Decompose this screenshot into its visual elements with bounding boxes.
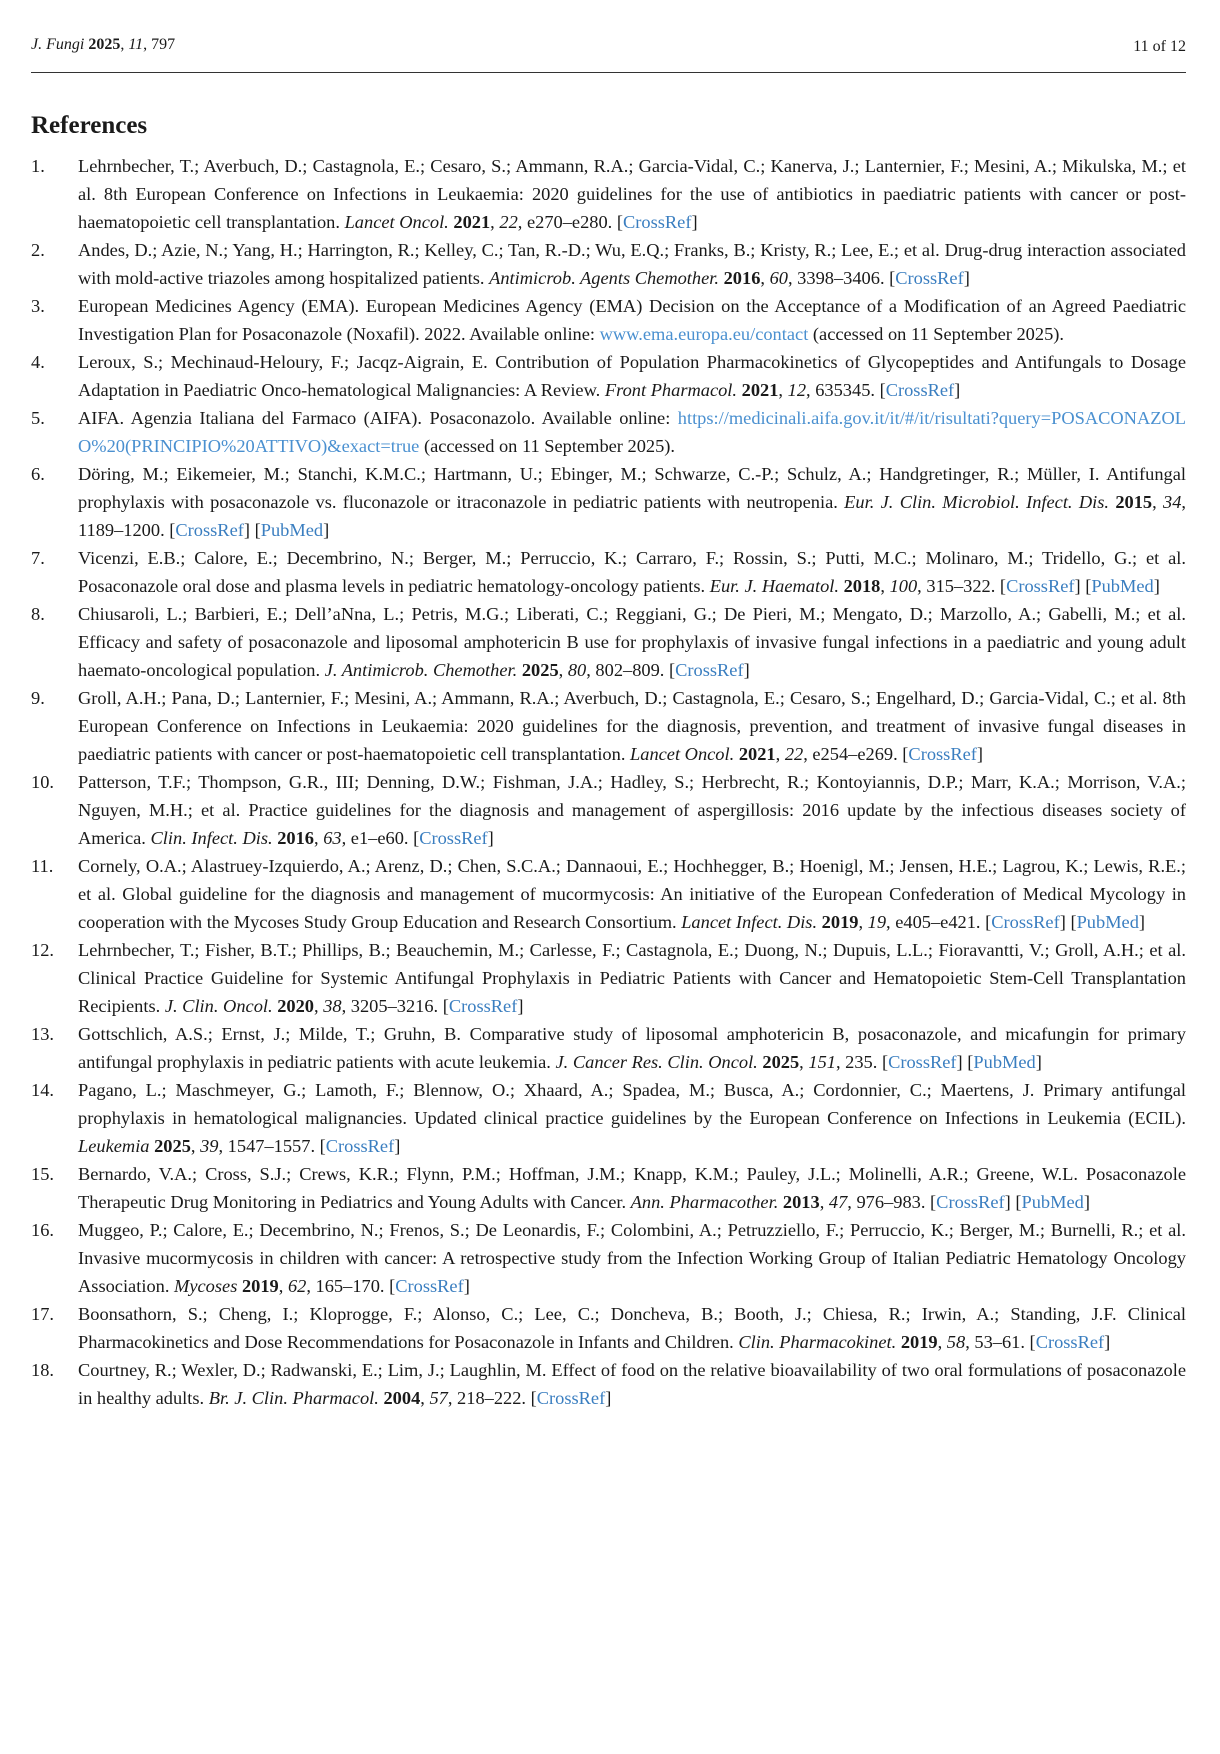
reference-text: ] xyxy=(1035,1052,1042,1072)
journal-name: 80 xyxy=(567,660,587,680)
crossref-link[interactable]: CrossRef xyxy=(622,212,692,232)
reference-text: , xyxy=(1152,492,1164,512)
reference-text: (accessed on 11 September 2025). xyxy=(808,324,1064,344)
reference-text: ] xyxy=(691,212,698,232)
crossref-link[interactable]: CrossRef xyxy=(419,828,488,848)
reference-item xyxy=(31,600,1186,684)
reference-text: ] [ xyxy=(956,1052,974,1072)
journal-name: J. Cancer Res. Clin. Oncol. xyxy=(555,1052,758,1072)
reference-number: 11. xyxy=(31,856,54,876)
journal-name: J. Antimicrob. Chemother. xyxy=(324,660,518,680)
journal-name: Lancet Oncol. xyxy=(344,212,449,232)
pubmed-link[interactable]: PubMed xyxy=(1091,576,1154,596)
pubmed-link[interactable]: PubMed xyxy=(1076,912,1139,932)
reference-text: ] xyxy=(487,828,494,848)
reference-text: ] xyxy=(963,268,970,288)
journal-volume: 11 xyxy=(128,36,144,53)
reference-text: Gottschlich, A.S.; Ernst, J.; Milde, T.; Gruhn, B. Comparative study of liposomal amphotericin B, posaconazole, and micafungin for primary antifungal prophylaxis in pediatric patients with acute leukemia. xyxy=(78,1024,1186,1072)
reference-text: , 1189–1200. [ xyxy=(78,492,1187,540)
reference-text: , e270–e280. [ xyxy=(517,212,623,232)
publication-year: 2020 xyxy=(277,996,314,1016)
reference-number: 14. xyxy=(31,1080,54,1100)
reference-text: , e1–e60. [ xyxy=(341,828,420,848)
reference-text: ] xyxy=(976,744,983,764)
publication-year: 2019 xyxy=(821,912,859,932)
reference-text: Vicenzi, E.B.; Calore, E.; Decembrino, N.; Berger, M.; Perruccio, K.; Carraro, F.; Rossin, S.; Putti, M.C.; Molinaro, M.; Tridello, G.; et al. Posaconazole oral dose and plasma levels in pediatric hematology-oncology patients. xyxy=(78,548,1186,596)
reference-item xyxy=(31,936,1186,1020)
publication-year: 2019 xyxy=(241,1276,279,1296)
page-header xyxy=(31,32,1186,73)
publication-year: 2025 xyxy=(762,1052,800,1072)
journal-name: Leukemia xyxy=(78,1136,150,1156)
reference-item xyxy=(31,544,1186,600)
journal-year: 2025 xyxy=(88,36,121,53)
crossref-link[interactable]: CrossRef xyxy=(895,268,964,288)
reference-text: , 315–322. [ xyxy=(917,576,1007,596)
reference-text: , xyxy=(314,996,324,1016)
article-number: 797 xyxy=(151,36,176,53)
page-number: 11 of 12 xyxy=(1133,38,1186,55)
journal-name: 22 xyxy=(499,212,518,232)
reference-text: , xyxy=(760,268,770,288)
reference-text: , 976–983. [ xyxy=(847,1192,937,1212)
publication-year: 2013 xyxy=(782,1192,820,1212)
reference-text: Pagano, L.; Maschmeyer, G.; Lamoth, F.; Blennow, O.; Xhaard, A.; Spadea, M.; Busca, A.; Cordonnier, C.; Maertens, J. Primary antifungal prophylaxis in hematological malignancies. Updated clinical practice guidelines by the European Conference on Infections in Leukemia (ECIL). xyxy=(78,1080,1186,1128)
reference-item xyxy=(31,1356,1186,1412)
publication-year: 2018 xyxy=(843,576,881,596)
journal-name: 39 xyxy=(200,1136,219,1156)
reference-text: , xyxy=(937,1332,947,1352)
reference-item xyxy=(31,292,1186,348)
journal-name: Lancet Oncol. xyxy=(630,744,735,764)
crossref-link[interactable]: CrossRef xyxy=(991,912,1060,932)
journal-name: Front Pharmacol. xyxy=(604,380,738,400)
reference-item xyxy=(31,348,1186,404)
reference-number: 17. xyxy=(31,1304,54,1324)
journal-name: 47 xyxy=(828,1192,848,1212)
separator: , xyxy=(143,36,152,53)
journal-name: 22 xyxy=(784,744,804,764)
crossref-link[interactable]: CrossRef xyxy=(675,660,744,680)
journal-name: 100 xyxy=(889,576,918,596)
pubmed-link[interactable]: PubMed xyxy=(1021,1192,1084,1212)
reference-text: ] xyxy=(1138,912,1146,932)
reference-text: ] xyxy=(517,996,524,1016)
crossref-link[interactable]: CrossRef xyxy=(1006,576,1075,596)
reference-text: Bernardo, V.A.; Cross, S.J.; Crews, K.R.; Flynn, P.M.; Hoffman, J.M.; Knapp, K.M.; Pauley, J.L.; Molinelli, A.R.; Greene, W.L. Posaconazole Therapeutic Drug Monitoring in Pediatrics and Young Adults with Cancer. xyxy=(78,1164,1186,1212)
reference-item xyxy=(31,852,1186,936)
crossref-link[interactable]: CrossRef xyxy=(1035,1332,1105,1352)
reference-number: 1. xyxy=(31,156,45,176)
reference-item xyxy=(31,1160,1186,1216)
reference-item xyxy=(31,152,1186,236)
journal-name: Clin. Pharmacokinet. xyxy=(738,1332,897,1352)
reference-text: Leroux, S.; Mechinaud-Heloury, F.; Jacqz-Aigrain, E. Contribution of Population Pharmacokinetics of Glycopeptides and Antifungals to Dosage Adaptation in Paediatric Onco-hematological Malignancies: A Review. xyxy=(78,352,1186,400)
pubmed-link[interactable]: PubMed xyxy=(260,520,324,540)
reference-number: 13. xyxy=(31,1024,54,1044)
reference-text: , xyxy=(558,660,568,680)
reference-text: , 1547–1557. [ xyxy=(218,1136,326,1156)
reference-text: ] xyxy=(394,1136,401,1156)
separator: , xyxy=(120,36,129,53)
reference-text: Cornely, O.A.; Alastruey-Izquierdo, A.; Arenz, D.; Chen, S.C.A.; Dannaoui, E.; Hochhegger, B.; Hoenigl, M.; Jensen, H.E.; Lagrou, K.; Lewis, R.E.; et al. Global guideline for the diagnosis and management of mucormycosis: An initiative of the European Confederation of Medical Mycology in cooperation with the Mycoses Study Group Education and Research Consortium. xyxy=(78,856,1186,932)
reference-text: ] xyxy=(463,1276,470,1296)
reference-text: ] xyxy=(954,380,961,400)
reference-number: 8. xyxy=(31,604,45,624)
publication-year: 2021 xyxy=(738,744,776,764)
reference-text: Groll, A.H.; Pana, D.; Lanternier, F.; Mesini, A.; Ammann, R.A.; Averbuch, D.; Castagnola, E.; Cesaro, S.; Engelhard, D.; Garcia-Vidal, C.; et al. 8th European Conference on Infections in Leukaemia: 2020 guidelines for the diagnosis, prevention, and treatment of invasive fungal diseases in paediatric patients with cancer or post-haematopoietic cell transplantation. xyxy=(78,688,1186,764)
crossref-link[interactable]: CrossRef xyxy=(888,1052,957,1072)
reference-text: , xyxy=(278,1276,288,1296)
journal-name: Ann. Pharmacother. xyxy=(630,1192,779,1212)
reference-text: , xyxy=(490,212,500,232)
reference-number: 9. xyxy=(31,688,45,708)
reference-text: ] xyxy=(323,520,330,540)
reference-text: Boonsathorn, S.; Cheng, I.; Kloprogge, F.; Alonso, C.; Lee, C.; Doncheva, B.; Booth, J.; Chiesa, R.; Irwin, A.; Standing, J.F. Clinical Pharmacokinetics and Dose Recommendations for Posaconazole in Infants and Children. xyxy=(78,1304,1186,1352)
reference-item xyxy=(31,1020,1186,1076)
reference-item xyxy=(31,1300,1186,1356)
reference-text: Andes, D.; Azie, N.; Yang, H.; Harrington, R.; Kelley, C.; Tan, R.-D.; Wu, E.Q.; Franks, B.; Kristy, R.; Lee, E.; et al. Drug-drug interaction associated with mold-active triazoles among hospitalized patients. xyxy=(78,240,1186,288)
journal-name: 62 xyxy=(287,1276,307,1296)
publication-year: 2021 xyxy=(453,212,491,232)
reference-text: , xyxy=(799,1052,809,1072)
reference-item xyxy=(31,404,1186,460)
reference-text: , e254–e269. [ xyxy=(803,744,909,764)
journal-name: 38 xyxy=(323,996,342,1016)
reference-text: Chiusaroli, L.; Barbieri, E.; Dell’aNna, L.; Petris, M.G.; Liberati, C.; Reggiani, G.; De Pieri, M.; Mengato, D.; Marzollo, A.; Gabelli, M.; et al. Efficacy and safety of posaconazole and liposomal amphotericin B use for prophylaxis of invasive fungal infections in a paediatric and young adult haemato-oncological population. xyxy=(78,604,1186,680)
crossref-link[interactable]: CrossRef xyxy=(175,520,244,540)
journal-name: Br. J. Clin. Pharmacol. xyxy=(208,1388,379,1408)
reference-text: , 53–61. [ xyxy=(965,1332,1036,1352)
reference-item xyxy=(31,236,1186,292)
journal-name: Eur. J. Clin. Microbiol. Infect. Dis. xyxy=(844,492,1109,512)
reference-text: , 802–809. [ xyxy=(586,660,676,680)
reference-list xyxy=(31,152,1186,1412)
crossref-link[interactable]: CrossRef xyxy=(936,1192,1005,1212)
reference-text: ] xyxy=(605,1388,612,1408)
reference-text: , 635345. [ xyxy=(806,380,886,400)
reference-text: ] [ xyxy=(1074,576,1092,596)
url-link[interactable]: https://medicinali.aifa.gov.it/it/#/it/risultati?query=POSACONAZOLO%20(PRINCIPIO%20ATTIVO)&exact=true xyxy=(78,408,1186,456)
journal-name: 151 xyxy=(808,1052,836,1072)
journal-name: 34 xyxy=(1163,492,1182,512)
journal-name: 63 xyxy=(323,828,342,848)
crossref-link[interactable]: CrossRef xyxy=(536,1388,606,1408)
reference-number: 3. xyxy=(31,296,45,316)
reference-number: 2. xyxy=(31,240,45,260)
reference-text: Muggeo, P.; Calore, E.; Decembrino, N.; Frenos, S.; De Leonardis, F.; Colombini, A.; Petruzziello, F.; Perruccio, K.; Berger, M.; Burnelli, R.; et al. Invasive mucormycosis in children with cancer: A retrospective study from the Infection Working Group of Italian Pediatric Hematology Oncology Association. xyxy=(78,1220,1186,1296)
reference-number: 7. xyxy=(31,548,45,568)
publication-year: 2015 xyxy=(1115,492,1153,512)
reference-text: , xyxy=(858,912,868,932)
publication-year: 2025 xyxy=(521,660,559,680)
reference-text: (accessed on 11 September 2025). xyxy=(419,436,676,456)
reference-text: Patterson, T.F.; Thompson, G.R., III; Denning, D.W.; Fishman, J.A.; Hadley, S.; Herbrecht, R.; Kontoyiannis, D.P.; Marr, K.A.; Morrison, V.A.; Nguyen, M.H.; et al. Practice guidelines for the diagnosis and management of aspergillosis: 2016 update by the infectious diseases society of America. xyxy=(78,772,1186,848)
journal-citation xyxy=(31,36,175,54)
reference-number: 18. xyxy=(31,1360,54,1380)
reference-text: , xyxy=(190,1136,201,1156)
reference-item xyxy=(31,1216,1186,1300)
journal-name: Eur. J. Haematol. xyxy=(709,576,839,596)
journal-name: Clin. Infect. Dis. xyxy=(150,828,273,848)
pubmed-link[interactable]: PubMed xyxy=(973,1052,1036,1072)
reference-text: ] xyxy=(1083,1192,1090,1212)
journal-name: Antimicrob. Agents Chemother. xyxy=(489,268,719,288)
publication-year: 2019 xyxy=(900,1332,938,1352)
publication-year: 2004 xyxy=(383,1388,421,1408)
reference-item xyxy=(31,1076,1186,1160)
reference-number: 6. xyxy=(31,464,45,484)
reference-text: , 235. [ xyxy=(835,1052,889,1072)
publication-year: 2016 xyxy=(277,828,314,848)
reference-text: ] xyxy=(1104,1332,1111,1352)
reference-text: European Medicines Agency (EMA). European Medicines Agency (EMA) Decision on the Acceptance of a Modification of an Agreed Paediatric Investigation Plan for Posaconazole (Noxafil). 2022. Available online: xyxy=(78,296,1186,344)
reference-text: AIFA. Agenzia Italiana del Farmaco (AIFA). Posaconazolo. Available online: xyxy=(78,408,678,428)
journal-name: 57 xyxy=(429,1388,448,1408)
journal-abbr: J. Fungi xyxy=(31,36,85,53)
reference-number: 12. xyxy=(31,940,54,960)
reference-text: ] [ xyxy=(1059,912,1077,932)
crossref-link[interactable]: CrossRef xyxy=(885,380,955,400)
reference-item xyxy=(31,460,1186,544)
journal-name: Lancet Infect. Dis. xyxy=(681,912,818,932)
reference-text: , xyxy=(880,576,890,596)
reference-number: 16. xyxy=(31,1220,54,1240)
reference-text: Lehrnbecher, T.; Fisher, B.T.; Phillips, B.; Beauchemin, M.; Carlesse, F.; Castagnola, E.; Duong, N.; Dupuis, L.L.; Fioravantti, V.; Groll, A.H.; et al. Clinical Practice Guideline for Systemic Antifungal Prophylaxis in Pediatric Patients with Cancer and Hematopoietic Stem-Cell Transplantation Recipients. xyxy=(78,940,1186,1016)
journal-name: J. Clin. Oncol. xyxy=(164,996,273,1016)
publication-year: 2025 xyxy=(154,1136,191,1156)
reference-text: Courtney, R.; Wexler, D.; Radwanski, E.; Lim, J.; Laughlin, M. Effect of food on the relative bioavailability of two oral formulations of posaconazole in healthy adults. xyxy=(78,1360,1186,1408)
reference-number: 15. xyxy=(31,1164,54,1184)
reference-text: ] xyxy=(1153,576,1160,596)
url-link[interactable]: www.ema.europa.eu/contact xyxy=(599,324,809,344)
reference-text: , 3205–3216. [ xyxy=(341,996,449,1016)
journal-name: 19 xyxy=(867,912,887,932)
reference-text: , xyxy=(775,744,785,764)
reference-text: , e405–e421. [ xyxy=(886,912,992,932)
crossref-link[interactable]: CrossRef xyxy=(908,744,977,764)
journal-name: 12 xyxy=(787,380,807,400)
journal-name: Mycoses xyxy=(174,1276,238,1296)
reference-number: 4. xyxy=(31,352,45,372)
crossref-link[interactable]: CrossRef xyxy=(395,1276,464,1296)
publication-year: 2021 xyxy=(741,380,779,400)
publication-year: 2016 xyxy=(723,268,761,288)
reference-text: , 165–170. [ xyxy=(306,1276,396,1296)
reference-text: Lehrnbecher, T.; Averbuch, D.; Castagnola, E.; Cesaro, S.; Ammann, R.A.; Garcia-Vidal, C.; Kanerva, J.; Lanternier, F.; Mesini, A.; Mikulska, M.; et al. 8th European Conference on Infections in Leukaemia: 2020 guidelines for the use of antibiotics in paediatric patients with cancer or post-haematopoietic cell transplantation. xyxy=(78,156,1186,232)
reference-text: ] xyxy=(743,660,750,680)
reference-text: Döring, M.; Eikemeier, M.; Stanchi, K.M.C.; Hartmann, U.; Ebinger, M.; Schwarze, C.-P.; Schulz, A.; Handgretinger, R.; Müller, I. Antifungal prophylaxis with posaconazole vs. fluconazole or itraconazole in pediatric patients with neutropenia. xyxy=(78,464,1186,512)
crossref-link[interactable]: CrossRef xyxy=(448,996,518,1016)
reference-text: , xyxy=(420,1388,430,1408)
reference-text: ] [ xyxy=(1004,1192,1022,1212)
reference-item xyxy=(31,768,1186,852)
reference-number: 5. xyxy=(31,408,45,428)
reference-item xyxy=(31,684,1186,768)
reference-text: , xyxy=(819,1192,829,1212)
reference-number: 10. xyxy=(31,772,54,792)
reference-text: , xyxy=(314,828,324,848)
journal-name: 60 xyxy=(769,268,788,288)
reference-text: , 218–222. [ xyxy=(447,1388,537,1408)
reference-text: , 3398–3406. [ xyxy=(787,268,896,288)
reference-text: ] [ xyxy=(243,520,261,540)
crossref-link[interactable]: CrossRef xyxy=(325,1136,395,1156)
journal-name: 58 xyxy=(946,1332,966,1352)
reference-text: , xyxy=(778,380,788,400)
section-title: References xyxy=(31,112,148,139)
